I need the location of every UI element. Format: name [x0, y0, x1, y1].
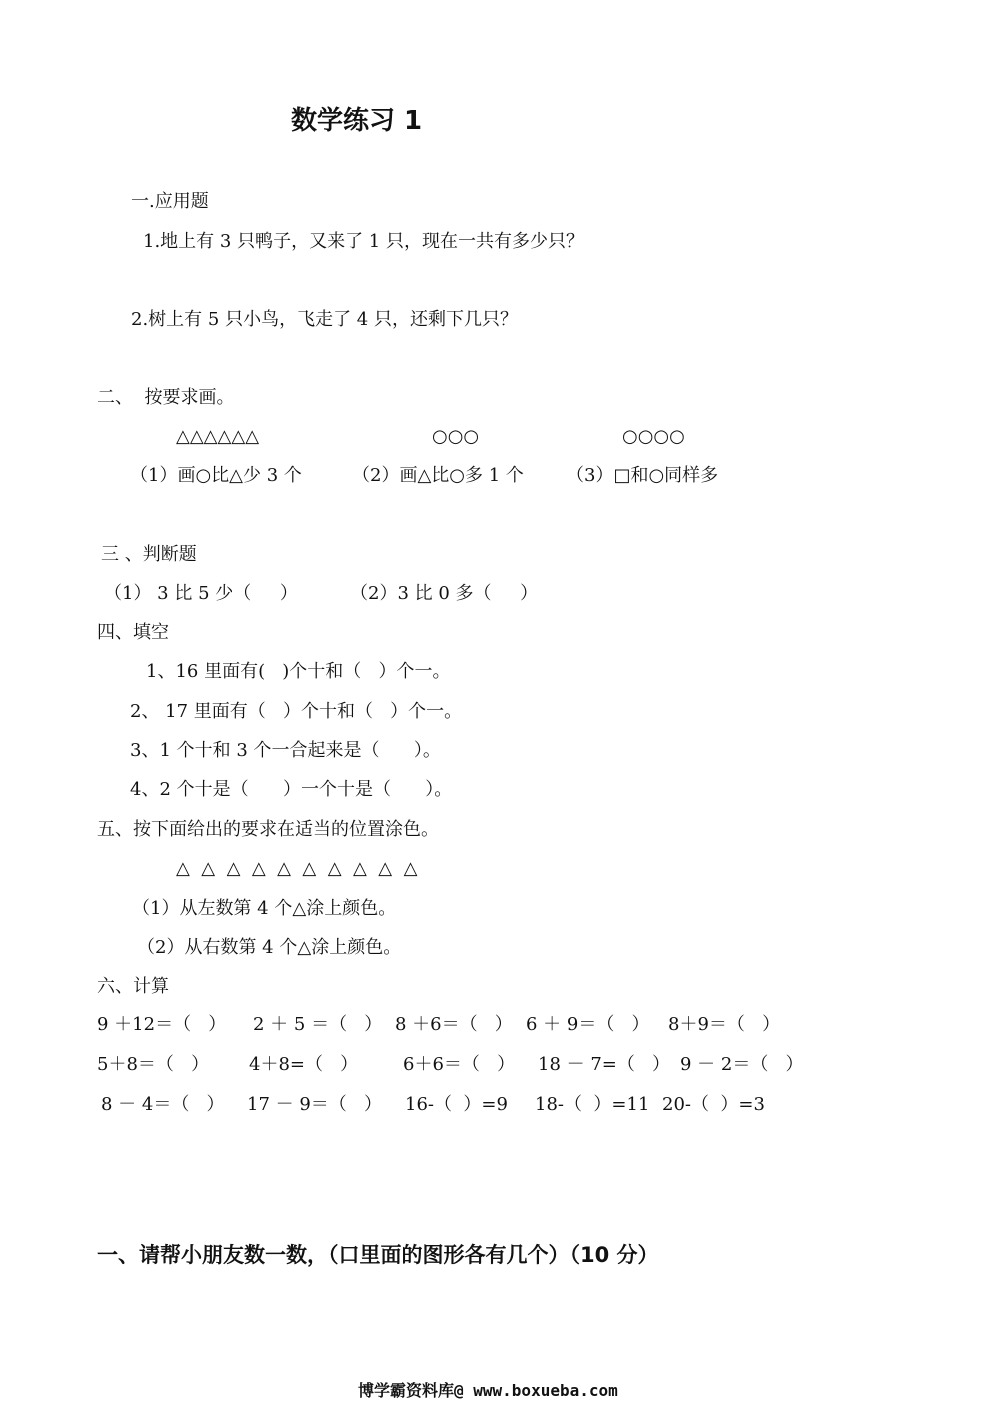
circle-row-3: ○○○: [432, 426, 480, 447]
fill-item-2: 2、 17 里面有（ ）个十和（ ）个一。: [130, 701, 463, 722]
calc-r2-c4: 18 － 7=（ ）: [538, 1054, 671, 1075]
section-5-heading: 五、按下面给出的要求在适当的位置涂色。: [97, 819, 439, 840]
section-1-heading: 一.应用题: [131, 191, 209, 212]
calc-r1-c4: 6 ＋ 9＝（ ）: [526, 1014, 650, 1035]
section-6-heading: 六、计算: [97, 976, 169, 997]
calc-r3-c1: 8 － 4＝（ ）: [101, 1094, 225, 1115]
calc-r1-c1: 9 ＋12＝（ ）: [97, 1014, 227, 1035]
fill-item-1: 1、16 里面有( )个十和（ ）个一。: [146, 661, 451, 682]
calc-r2-c1: 5＋8＝（ ）: [97, 1054, 210, 1075]
question-1: 1.地上有 3 只鸭子，又来了 1 只，现在一共有多少只？: [143, 231, 584, 252]
calc-r3-c5: 20-（ ）=3: [662, 1094, 765, 1115]
calc-r1-c3: 8 ＋6＝（ ）: [395, 1014, 513, 1035]
footer-watermark: 博学霸资料库@ www.boxueba.com: [358, 1381, 618, 1400]
triangle-row: △△△△△△: [176, 426, 260, 447]
section-3-heading: 三 、判断题: [101, 544, 197, 565]
judge-item-2: （2）3 比 0 多（ ）: [350, 583, 539, 604]
calc-r2-c2: 4＋8=（ ）: [249, 1054, 359, 1075]
calc-r3-c2: 17 － 9＝（ ）: [247, 1094, 382, 1115]
calc-r1-c5: 8＋9＝（ ）: [668, 1014, 781, 1035]
draw-task-3: （3）□和○同样多: [566, 465, 719, 486]
judge-item-1: （1） 3 比 5 少（ ）: [104, 583, 298, 604]
count-shapes-heading: 一、请帮小朋友数一数，（口里面的图形各有几个）（10 分）: [97, 1243, 659, 1267]
section-4-heading: 四、填空: [97, 622, 169, 643]
calc-r3-c4: 18-（ ）=11: [535, 1094, 650, 1115]
color-item-2: （2）从右数第 4 个△涂上颜色。: [137, 937, 402, 958]
fill-item-4: 4、2 个十是（ ）一个十是（ ）。: [130, 779, 453, 800]
question-2: 2.树上有 5 只小鸟，飞走了 4 只，还剩下几只？: [131, 309, 518, 330]
color-triangles: △ △ △ △ △ △ △ △ △ △: [176, 858, 418, 879]
color-item-1: （1）从左数第 4 个△涂上颜色。: [132, 898, 397, 919]
calc-r2-c3: 6＋6＝（ ）: [403, 1054, 516, 1075]
circle-row-4: ○○○○: [622, 426, 685, 447]
calc-r2-c5: 9 － 2＝（ ）: [680, 1054, 804, 1075]
draw-task-2: （2）画△比○多 1 个: [352, 465, 524, 486]
fill-item-3: 3、1 个十和 3 个一合起来是（ ）。: [130, 740, 441, 761]
calc-r1-c2: 2 ＋ 5 ＝（ ）: [253, 1014, 383, 1035]
section-2-heading: 二、 按要求画。: [97, 387, 235, 408]
draw-task-1: （1）画○比△少 3 个: [130, 465, 302, 486]
calc-r3-c3: 16-（ ）=9: [405, 1094, 508, 1115]
page-title: 数学练习 1: [291, 106, 423, 136]
